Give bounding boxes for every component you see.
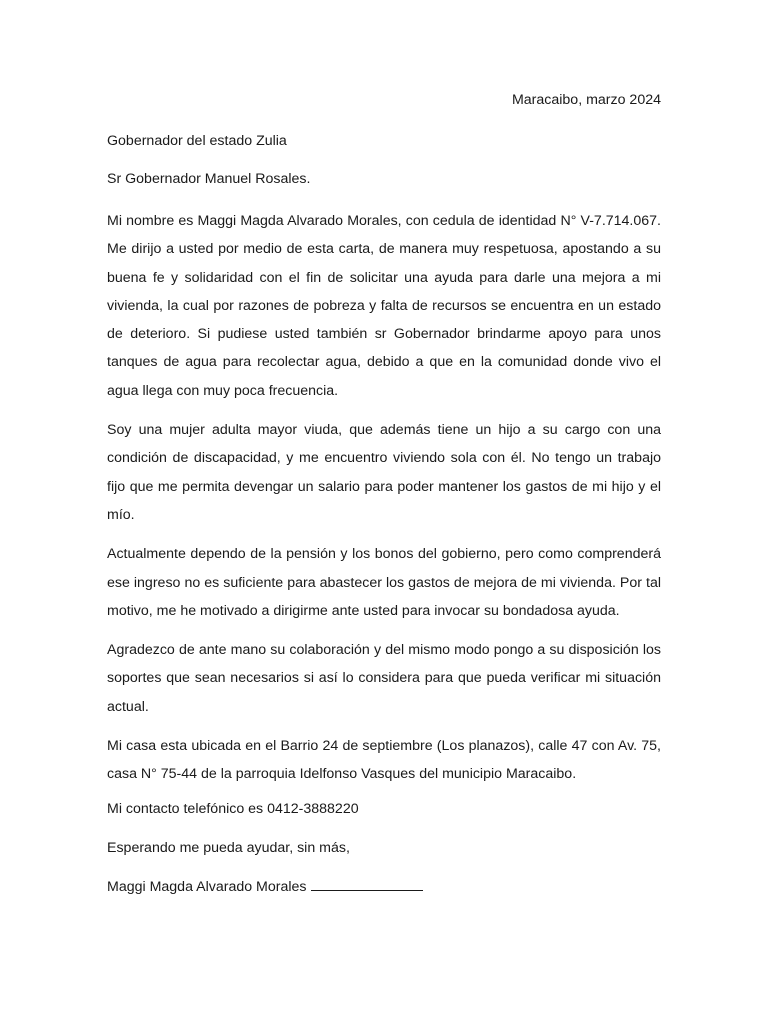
signature-block (107, 877, 661, 897)
contact-line: Mi contacto telefónico es 0412-3888220 (107, 801, 359, 818)
place-date: Maracaibo, marzo 2024 (511, 92, 661, 108)
paragraph-income: Actualmente dependo de la pensión y los bonos del gobierno, pero como comprenderá ese ingreso no es suficiente para abastecer los gastos de mejora de mi vivienda. Por tal motivo, me he motivado a dirigirme ante usted para invocar su bondadosa ayuda. (107, 546, 661, 619)
paragraph-gratitude: Agradezco de ante mano su colaboración y del mismo modo pongo a su disposición los soportes que sean necesarios si así lo considera para que pueda verificar mi situación actual. (107, 642, 661, 715)
closing-line: Esperando me pueda ayudar, sin más, (107, 840, 350, 857)
signature-rule (311, 878, 423, 891)
paragraph-introduction: Mi nombre es Maggi Magda Alvarado Morales, con cedula de identidad N° V-7.714.067. Me dirijo a usted por medio de esta carta, de manera muy respetuosa, apostando a su buena fe y solidaridad con el fin de solicitar una ayuda para darle una mejora a mi vivienda, la cual por razones de pobreza y falta de recursos se encuentra en un estado de deterioro. Si pudiese usted también sr Gobernador brindarme apoyo para unos tanques de agua para recolectar agua, debido a que en la comunidad donde vivo el agua llega con muy poca frecuencia. (107, 213, 661, 399)
salutation: Sr Gobernador Manuel Rosales. (107, 171, 311, 187)
recipient-title: Gobernador del estado Zulia (107, 133, 287, 149)
letter-page (107, 90, 661, 897)
signature-name: Maggi Magda Alvarado Morales (107, 879, 307, 896)
paragraph-address: Mi casa esta ubicada en el Barrio 24 de septiembre (Los planazos), calle 47 con Av. 75, casa N° 75-44 de la parroquia Idelfonso Vasques del municipio Maracaibo. (107, 738, 661, 783)
paragraph-situation: Soy una mujer adulta mayor viuda, que además tiene un hijo a su cargo con una condición de discapacidad, y me encuentro viviendo sola con él. No tengo un trabajo fijo que me permita devengar un salario para poder mantener los gastos de mi hijo y el mío. (107, 422, 661, 523)
